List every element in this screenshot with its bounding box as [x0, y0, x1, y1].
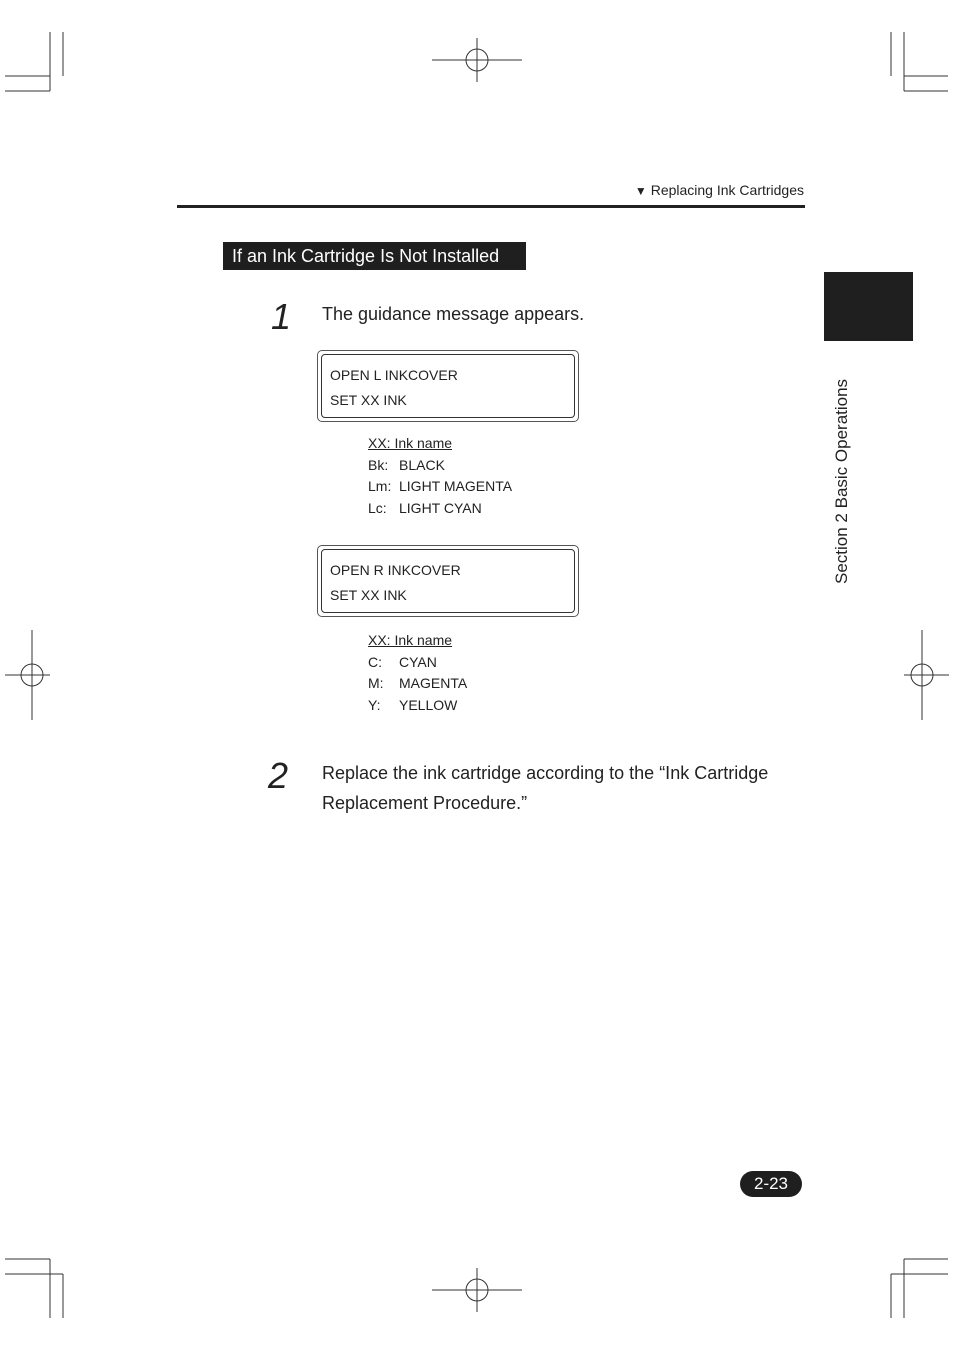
ink-legend-left	[368, 433, 512, 519]
section-heading: If an Ink Cartridge Is Not Installed	[223, 242, 526, 270]
legend-header: XX: Ink name	[368, 435, 453, 451]
legend-item	[368, 652, 467, 674]
legend-code: M:	[368, 675, 384, 691]
section-side-title: Section 2 Basic Operations	[832, 378, 851, 584]
legend-code: C:	[368, 653, 382, 670]
lcd-line: OPEN L INKCOVER	[330, 367, 458, 383]
legend-item	[368, 673, 467, 695]
legend-header: XX: Ink name	[368, 632, 453, 648]
ink-legend-right	[368, 630, 467, 716]
legend-name: LIGHT MAGENTA	[399, 478, 513, 494]
legend-code: Y:	[368, 696, 381, 713]
legend-name: BLACK	[399, 456, 445, 473]
legend-name: MAGENTA	[399, 675, 468, 691]
section-tab-block	[824, 272, 913, 341]
lcd-line: SET XX INK	[330, 392, 407, 408]
step-text-2: Replace the ink cartridge according to the “Ink Cartridge Replacement Procedure.”	[322, 763, 769, 813]
legend-item	[368, 695, 467, 717]
running-header	[600, 182, 804, 198]
legend-name: YELLOW	[399, 696, 458, 713]
step-number-1: 1	[271, 296, 292, 337]
step-text-1: The guidance message appears.	[322, 304, 585, 324]
legend-name: LIGHT CYAN	[399, 499, 482, 516]
lcd-line: OPEN R INKCOVER	[330, 562, 461, 578]
header-rule	[177, 205, 805, 208]
legend-item	[368, 498, 512, 520]
step-number-2: 2	[268, 755, 289, 796]
page-number-badge: 2-23	[740, 1171, 802, 1197]
lcd-line: SET XX INK	[330, 587, 407, 603]
legend-code: Lm:	[368, 478, 392, 494]
lcd-display-right	[317, 545, 579, 617]
legend-name: CYAN	[399, 653, 437, 670]
legend-code: Bk:	[368, 456, 389, 473]
lcd-display-left	[317, 350, 579, 422]
legend-code: Lc:	[368, 499, 387, 516]
triangle-down-icon: ▼	[634, 184, 647, 198]
legend-item	[368, 455, 512, 477]
legend-item	[368, 476, 512, 498]
running-title: Replacing Ink Cartridges	[650, 182, 804, 198]
